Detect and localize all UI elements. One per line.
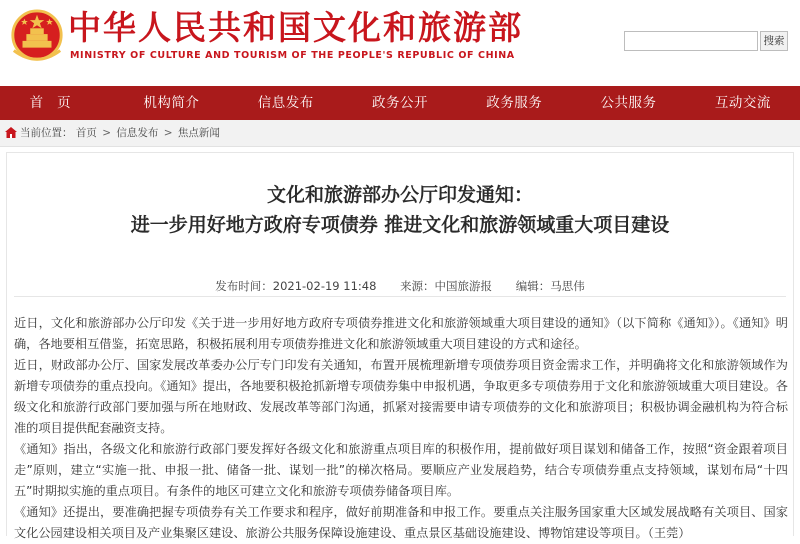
nav-item-news[interactable]: 信息发布	[257, 95, 314, 111]
article-title-line-2: 进一步用好地方政府专项债券 推进文化和旅游领域重大项目建设	[130, 214, 670, 236]
breadcrumb-item-home[interactable]: 首页	[75, 127, 97, 139]
article-meta	[0, 278, 800, 294]
breadcrumb	[0, 120, 800, 147]
nav-item-government-affairs[interactable]: 政务公开	[371, 95, 428, 111]
article-editor: 编辑：马思伟	[515, 279, 585, 293]
breadcrumb-separator: >	[163, 127, 173, 139]
article-paragraph: 近日，文化和旅游部办公厅印发《关于进一步用好地方政府专项债券推进文化和旅游领域重大项目建设的通知》（以下简称《通知》）。《通知》明确，各地要相互借鉴，拓宽思路，积极拓展利用专项债券推进文化和旅游领域重大项目建设的方式和途径。	[14, 316, 788, 351]
breadcrumb-item-focus-news[interactable]: 焦点新闻	[177, 127, 220, 139]
site-title[interactable]: 中华人民共和国文化和旅游部	[68, 8, 523, 47]
publish-date: 发布时间：2021-02-19 11:48	[215, 279, 377, 293]
search-button[interactable]: 搜索	[760, 31, 788, 51]
article-source: 来源：中国旅游报	[400, 279, 493, 293]
site-subtitle-en: MINISTRY OF CULTURE AND TOURISM OF THE PEOPLE'S REPUBLIC OF CHINA	[70, 50, 515, 61]
breadcrumb-separator: >	[102, 127, 111, 139]
article-paragraph: 《通知》指出，各级文化和旅游行政部门要发挥好各级文化和旅游重点项目库的积极作用，提前做好项目谋划和储备工作，按照“资金跟着项目走”原则，建立“实施一批、申报一批、储备一批、谋划一批”的梯次格局。要顺应产业发展趋势，结合专项债券重点支持领域，谋划布局“十四五”时期拟实施的重点项目。有条件的地区可建立文化和旅游专项债券储备项目库。	[14, 442, 788, 498]
search-input[interactable]	[624, 31, 758, 51]
article-paragraph: 近日，财政部办公厅、国家发展改革委办公厅专门印发有关通知，布置开展梳理新增专项债券项目资金需求工作，并明确将文化和旅游领域作为新增专项债券的重点投向。《通知》提出，各地要积极抢抓新增专项债券集中申报机遇，争取更多专项债券用于文化和旅游领域重大项目建设。各级文化和旅游行政部门要加强与所在地财政、发展改革等部门沟通，抓紧对接需要申请专项债券的文化和旅游项目；积极协调金融机构为符合标准的项目提供配套融资支持。	[14, 358, 788, 435]
nav-item-public-services[interactable]: 公共服务	[600, 95, 657, 111]
nav-item-about[interactable]: 机构简介	[143, 95, 200, 111]
article-paragraph: 《通知》还提出，要准确把握专项债券有关工作要求和程序，做好前期准备和申报工作。要重点关注服务国家重大区域发展战略有关项目、国家文化公园建设相关项目及产业集聚区建设、旅游公共服务保障设施建设、重点景区基础设施建设、博物馆建设等项目。（王莞）	[14, 505, 788, 540]
nav-item-government-services[interactable]: 政务服务	[486, 95, 543, 111]
main-nav	[0, 86, 800, 120]
breadcrumb-item-news[interactable]: 信息发布	[116, 127, 159, 139]
home-icon	[5, 127, 17, 138]
site-header	[0, 0, 800, 86]
breadcrumb-label: 当前位置：	[20, 127, 73, 139]
nav-item-interaction[interactable]: 互动交流	[714, 95, 771, 111]
article-title	[0, 180, 800, 240]
nav-item-home[interactable]: 首页	[29, 95, 85, 111]
meta-divider	[14, 296, 786, 297]
national-emblem-icon	[8, 8, 66, 66]
article-body	[14, 313, 788, 544]
article-title-line-1: 文化和旅游部办公厅印发通知：	[266, 184, 533, 206]
